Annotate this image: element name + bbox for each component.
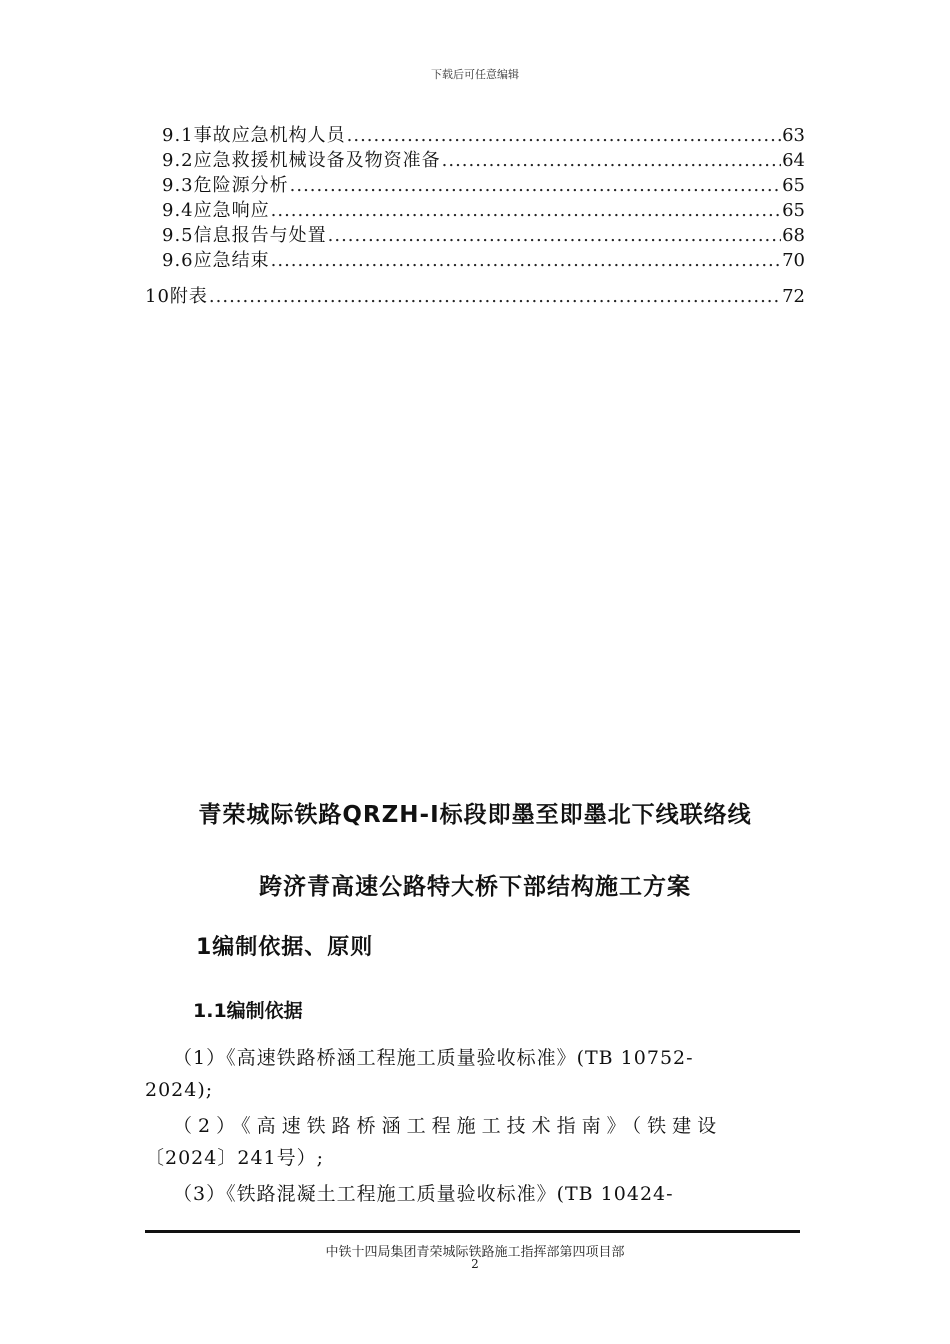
toc-leader-dots [209, 285, 781, 309]
toc-entry-title: 9.2应急救援机械设备及物资准备 [162, 150, 441, 171]
toc-entry[interactable] [162, 124, 805, 148]
document-title-line-1: 青荣城际铁路QRZH-Ⅰ标段即墨至即墨北下线联络线 [198, 802, 752, 828]
toc-entry[interactable] [145, 285, 805, 309]
toc-entry[interactable] [162, 249, 805, 273]
toc-leader-dots [328, 224, 781, 248]
page-number: 2 [471, 1257, 479, 1271]
reference-item-line: （1）《高速铁路桥涵工程施工质量验收标准》(TB 10752- [173, 1047, 694, 1069]
toc-leader-dots [271, 199, 781, 223]
reference-item-continuation: 2024); [145, 1079, 214, 1101]
toc-entry-title: 9.1事故应急机构人员 [162, 125, 346, 146]
document-title-line-2: 跨济青高速公路特大桥下部结构施工方案 [259, 874, 691, 900]
toc-leader-dots [442, 149, 781, 173]
header-note: 下载后可任意编辑 [431, 68, 519, 81]
subsection-heading: 1.1编制依据 [193, 1000, 303, 1022]
toc-leader-dots [290, 174, 781, 198]
toc-entry-page: 64 [782, 150, 805, 171]
reference-item-line: （2）《高速铁路桥涵工程施工技术指南》（铁建设 [173, 1115, 723, 1137]
toc-entry-page: 65 [782, 200, 805, 221]
toc-entry[interactable] [162, 174, 805, 198]
toc-entry[interactable] [162, 224, 805, 248]
toc-entry[interactable] [162, 199, 805, 223]
toc-entry-title: 9.6应急结束 [162, 250, 270, 271]
toc-entry-title: 9.4应急响应 [162, 200, 270, 221]
toc-entry[interactable] [162, 149, 805, 173]
toc-leader-dots [271, 249, 781, 273]
toc-leader-dots [347, 124, 781, 148]
toc-entry-page: 68 [782, 225, 805, 246]
toc-entry-page: 65 [782, 175, 805, 196]
section-heading: 1编制依据、原则 [196, 935, 374, 960]
toc-entry-page: 72 [782, 286, 805, 307]
reference-item [145, 1042, 805, 1106]
toc-entry-title: 10附表 [145, 286, 208, 307]
reference-item-continuation: 〔2024〕241号）; [145, 1147, 325, 1169]
toc-entry-title: 9.5信息报告与处置 [162, 225, 327, 246]
reference-item [145, 1110, 805, 1174]
footer-divider [145, 1230, 800, 1233]
toc-entry-page: 63 [782, 125, 805, 146]
footer-organization: 中铁十四局集团青荣城际铁路施工指挥部第四项目部 [325, 1245, 625, 1260]
reference-item [145, 1178, 805, 1210]
toc-entry-title: 9.3危险源分析 [162, 175, 289, 196]
toc-entry-page: 70 [782, 250, 805, 271]
reference-item-line: （3）《铁路混凝土工程施工质量验收标准》(TB 10424- [173, 1183, 674, 1205]
